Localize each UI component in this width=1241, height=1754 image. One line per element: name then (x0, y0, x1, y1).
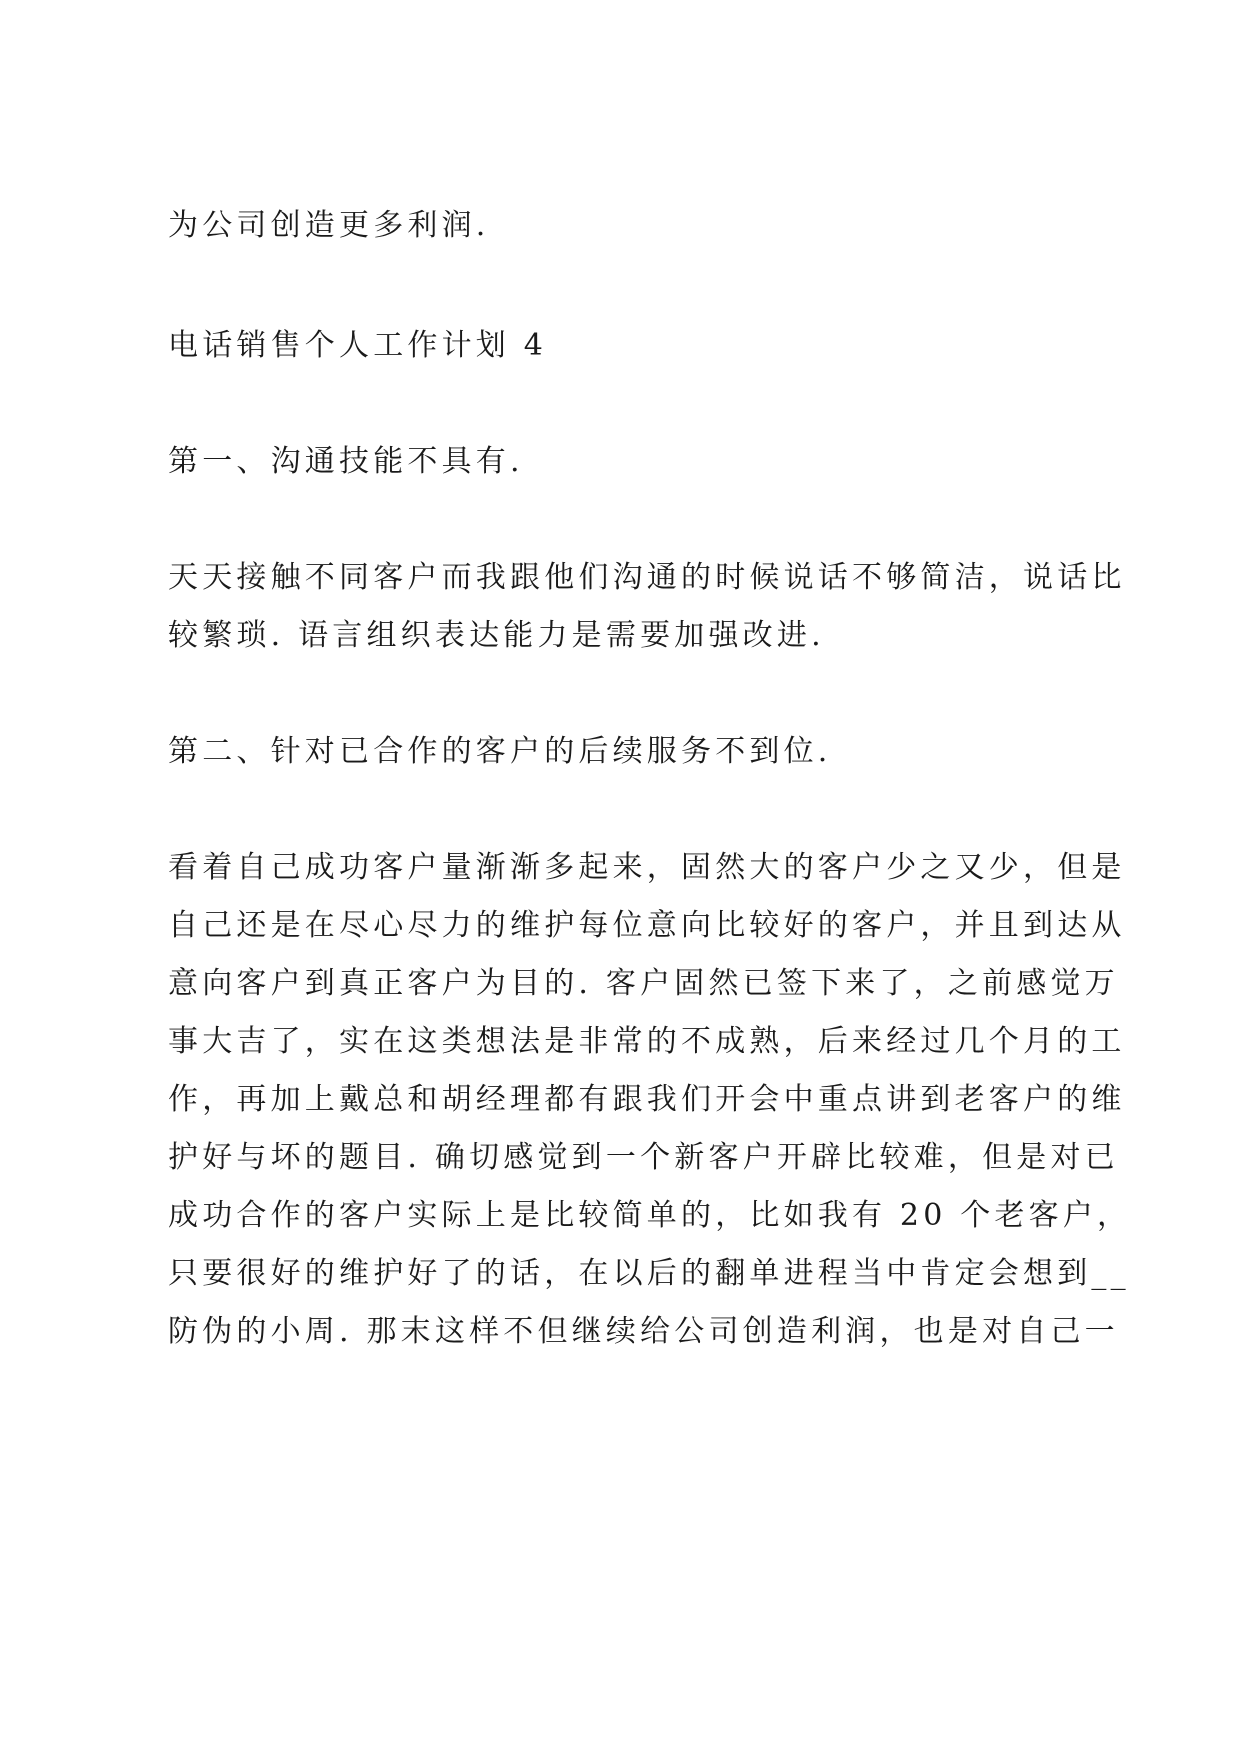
paragraph-line: 只要很好的维护好了的话，在以后的翻单进程当中肯定会想到__ (168, 1256, 1130, 1291)
section-heading: 电话销售个人工作计划 4 (168, 328, 548, 363)
paragraph-line: 防伪的小周. 那末这样不但继续给公司创造利润，也是对自己一 (168, 1314, 1119, 1349)
paragraph-line: 看着自己成功客户量渐渐多起来，固然大的客户少之又少，但是 (168, 850, 1126, 885)
paragraph-line-closing: 为公司创造更多利润. (168, 208, 490, 243)
paragraph-line: 意向客户到真正客户为目的. 客户固然已签下来了，之前感觉万 (168, 966, 1119, 1001)
paragraph-line: 成功合作的客户实际上是比较简单的，比如我有 20 个老客户， (168, 1198, 1132, 1233)
paragraph-line: 自己还是在尽心尽力的维护每位意向比较好的客户，并且到达从 (168, 908, 1126, 943)
subheading-second: 第二、针对已合作的客户的后续服务不到位. (168, 734, 832, 769)
paragraph-line: 护好与坏的题目. 确切感觉到一个新客户开辟比较难，但是对已 (168, 1140, 1119, 1175)
paragraph-line: 天天接触不同客户而我跟他们沟通的时候说话不够简洁，说话比 (168, 560, 1126, 595)
subheading-first: 第一、沟通技能不具有. (168, 444, 524, 479)
paragraph-line: 较繁琐. 语言组织表达能力是需要加强改进. (168, 618, 825, 653)
paragraph-line: 作，再加上戴总和胡经理都有跟我们开会中重点讲到老客户的维 (168, 1082, 1126, 1117)
paragraph-line: 事大吉了，实在这类想法是非常的不成熟，后来经过几个月的工 (168, 1024, 1126, 1059)
